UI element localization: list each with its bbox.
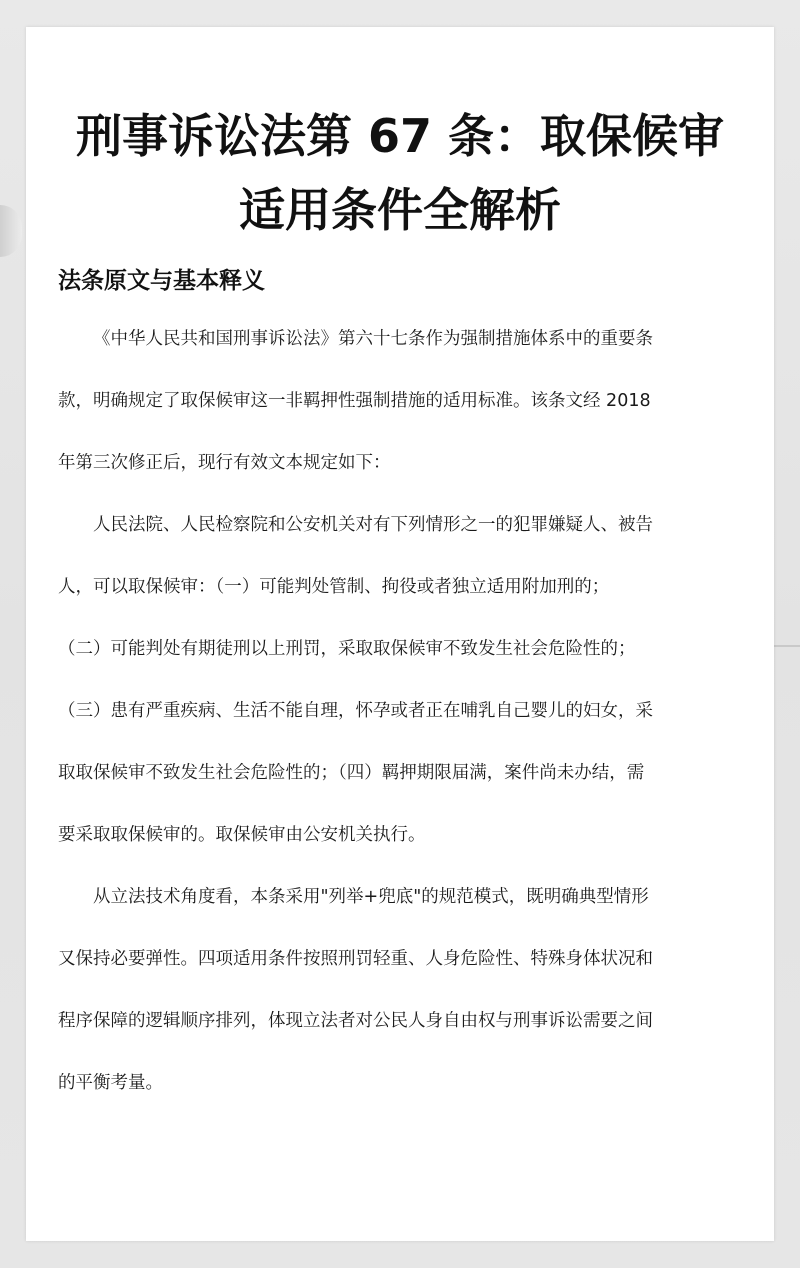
background-page-curl [0,205,22,257]
paragraph-line: 取取保候审不致发生社会危险性的；（四）羁押期限届满，案件尚未办结，需 [58,763,645,783]
paragraph-line: 人，可以取保候审：（一）可能判处管制、拘役或者独立适用附加刑的； [58,577,610,597]
background-edge-line [770,645,800,647]
paragraph-line: 《中华人民共和国刑事诉讼法》第六十七条作为强制措施体系中的重要条 [93,329,653,349]
paragraph-statute-text [58,494,738,866]
paragraph-line: 程序保障的逻辑顺序排列，体现立法者对公民人身自由权与刑事诉讼需要之间 [58,1011,653,1031]
paragraph-line: 年第三次修正后，现行有效文本规定如下： [58,453,391,473]
paragraph-line: 的平衡考量。 [58,1073,163,1093]
paragraph-line: 款，明确规定了取保候审这一非羁押性强制措施的适用标准。该条文经 2018 [58,391,651,411]
section-heading: 法条原文与基本释义 [58,268,265,294]
title-line-1: 刑事诉讼法第 67 条：取保候审 [75,109,725,163]
paragraph-analysis [58,866,738,1114]
paragraph-intro [58,308,738,494]
paragraph-line: 又保持必要弹性。四项适用条件按照刑罚轻重、人身危险性、特殊身体状况和 [58,949,653,969]
paragraph-line: 要采取取保候审的。取保候审由公安机关执行。 [58,825,426,845]
paragraph-line: 从立法技术角度看，本条采用"列举+兜底"的规范模式，既明确典型情形 [93,887,649,907]
document-title [26,99,774,247]
paragraph-line: 人民法院、人民检察院和公安机关对有下列情形之一的犯罪嫌疑人、被告 [93,515,653,535]
paragraph-line: （三）患有严重疾病、生活不能自理，怀孕或者正在哺乳自己婴儿的妇女，采 [58,701,653,721]
document-page [26,27,774,1241]
paragraph-line: （二）可能判处有期徒刑以上刑罚，采取取保候审不致发生社会危险性的； [58,639,636,659]
title-line-2: 适用条件全解析 [239,183,561,237]
